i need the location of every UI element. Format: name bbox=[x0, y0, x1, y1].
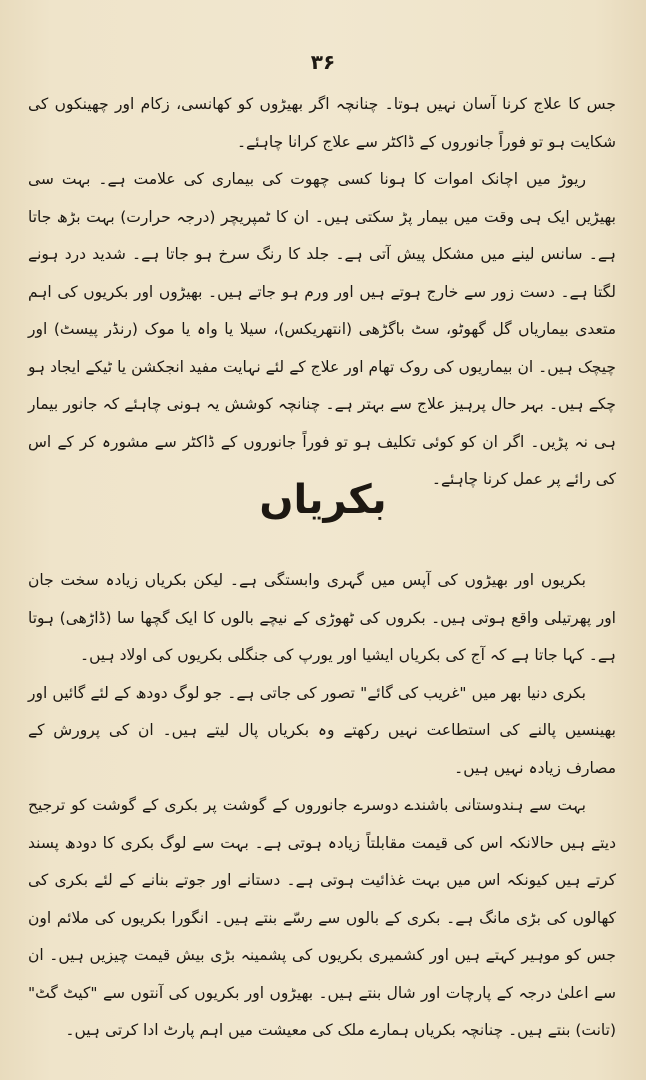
section-heading: بکریاں bbox=[259, 477, 387, 523]
paragraph: بہت سے ہندوستانی باشندے دوسرے جانوروں کے گوشت پر بکری کے گوشت کو ترجیح دیتے ہیں حالانکہ اس کی قیمت مقابلتاً زیادہ ہوتی ہے۔ بہت سے لوگ بکری کا دودھ پسند کرتے ہیں کیونکہ اس میں بہت غذائیت ہوتی ہے۔ دستانے اور جوتے بنانے کے لئے بکری کی کھالوں کی بڑی مانگ ہے۔ بکری کے بالوں سے رسّے بنتے ہیں۔ انگورا بکریوں کی ملائم اون جس کو موہیر کہتے ہیں اور کشمیری بکریوں کی پشمینہ بڑی بیش قیمت چیزیں ہیں۔ ان سے اعلیٰ درجہ کے پارچات اور شال بنتے ہیں۔ بھیڑوں اور بکریوں کی آنتوں سے "کیٹ گٹ" (تانت) بنتے ہیں۔ چنانچہ بکریاں ہمارے ملک کی معیشت میں اہم پارٹ ادا کرتی ہیں۔ bbox=[28, 796, 616, 1039]
paragraph: ریوڑ میں اچانک اموات کا ہونا کسی چھوت کی بیماری کی علامت ہے۔ بہت سی بھیڑیں ایک ہی وقت میں بیمار پڑ سکتی ہیں۔ ان کا ٹمپریچر (درجہ حرارت) بہت بڑھ جاتا ہے۔ سانس لینے میں مشکل پیش آتی ہے۔ جلد کا رنگ سرخ ہو جاتا ہے۔ شدید درد ہونے لگتا ہے۔ دست زور سے خارج ہوتے ہیں اور ورم ہو جاتے ہیں۔ بھیڑوں اور بکریوں کی اہم متعدی بیماریاں گل گھوٹو، سٹ باگڑھی (انتھریکس)، سیلا یا واہ یا موک (رنڈر پیسٹ) اور چیچک ہیں۔ ان بیماریوں کی روک تھام اور علاج کے لئے نہایت مفید انجکشن یا ٹیکے ایجاد ہو چکے ہیں۔ بہر حال پرہیز علاج سے بہتر ہے۔ چنانچہ کوشش یہ ہونی چاہئے کہ جانور بیمار ہی نہ پڑیں۔ اگر ان کو کوئی تکلیف ہو تو فوراً جانوروں کے ڈاکٹر سے مشورہ کر کے اس کی رائے پر عمل کرنا چاہئے۔ bbox=[28, 170, 616, 488]
section-diseases bbox=[28, 86, 616, 499]
paragraph: جس کا علاج کرنا آسان نہیں ہوتا۔ چنانچہ اگر بھیڑوں کو کھانسی، زکام اور چھینکوں کی شکایت ہو تو فوراً جانوروں کے ڈاکٹر سے علاج کرانا چاہئے۔ bbox=[28, 95, 616, 151]
paragraph: بکری دنیا بھر میں "غریب کی گائے" تصور کی جاتی ہے۔ جو لوگ دودھ کے لئے گائیں اور بھینسیں پالنے کی استطاعت نہیں رکھتے وہ بکریاں پال لیتے ہیں۔ ان کی پرورش کے مصارف زیادہ نہیں ہیں۔ bbox=[28, 683, 616, 777]
section-goats bbox=[28, 562, 616, 1050]
page-number: ۳۶ bbox=[310, 50, 336, 74]
paragraph: بکریوں اور بھیڑوں کی آپس میں گہری وابستگی ہے۔ لیکن بکریاں زیادہ سخت جان اور پھرتیلی واقع ہوتی ہیں۔ بکروں کی ٹھوڑی کے نیچے بالوں کا ایک گچھا سا (ڈاڑھی) ہوتا ہے۔ کہا جاتا ہے کہ آج کی بکریاں ایشیا اور یورپ کی جنگلی بکریوں کی اولاد ہیں۔ bbox=[28, 571, 616, 664]
